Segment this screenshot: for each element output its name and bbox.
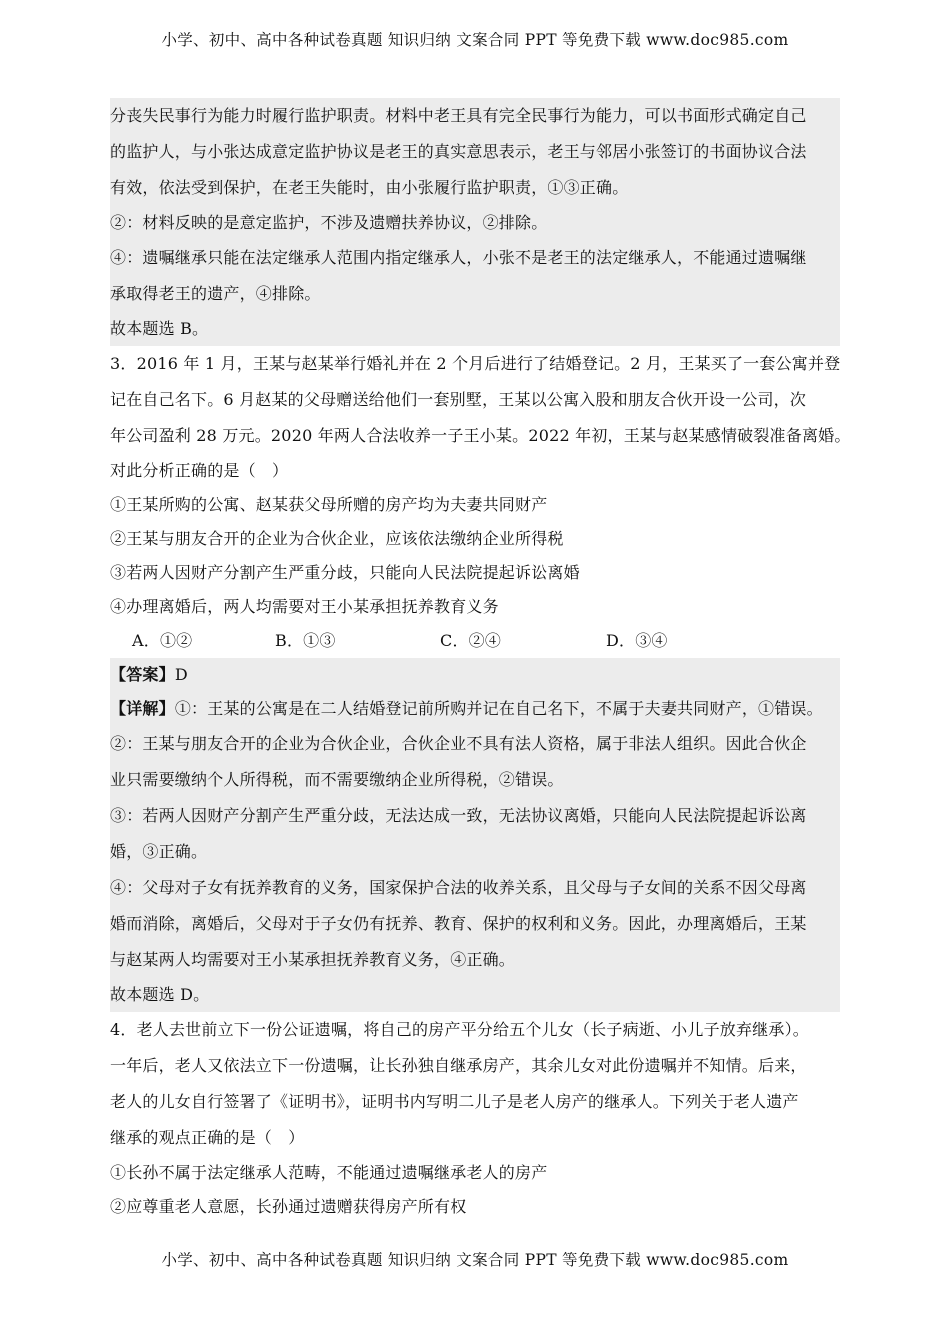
option-b: B．①③ [275,631,336,650]
page-header: 小学、初中、高中各种试卷真题 知识归纳 文案合同 PPT 等免费下载 www.doc985.com [161,31,789,49]
answer-label: 【答案】 [110,665,175,684]
q2-explanation-block [110,98,840,346]
option-a: A．①② [132,631,193,650]
text-line: 业只需要缴纳个人所得税，而不需要缴纳企业所得税，②错误。 [110,770,564,789]
text-line: 的监护人，与小张达成意定监护协议是老王的真实意思表示，老王与邻居小张签订的书面协议合法 [110,142,807,161]
text-line: 分丧失民事行为能力时履行监护职责。材料中老王具有完全民事行为能力，可以书面形式确定自己 [110,106,807,125]
statement-item: ③若两人因财产分割产生严重分歧，只能向人民法院提起诉讼离婚 [110,563,580,582]
text-line: 婚，③正确。 [110,842,208,861]
answer-options [110,624,840,658]
question-stem-line: 记在自己名下。6 月赵某的父母赠送给他们一套别墅，王某以公寓入股和朋友合伙开设一公司，次 [110,390,807,409]
question-stem-line: 继承的观点正确的是（ ） [110,1128,305,1147]
answer-line [110,658,840,692]
statement-item: ④办理离婚后，两人均需要对王小某承担抚养教育义务 [110,597,499,616]
text-line: ③：若两人因财产分割产生严重分歧，无法达成一致，无法协议离婚，只能向人民法院提起诉讼离 [110,806,807,825]
text-line: ④：父母对子女有抚养教育的义务，国家保护合法的收养关系，且父母与子女间的关系不因父母离 [110,878,807,897]
question-stem-line: 老人的儿女自行签署了《证明书》，证明书内写明二儿子是老人房产的继承人。下列关于老人遗产 [110,1092,799,1111]
text-line: ②：王某与朋友合开的企业为合伙企业，合伙企业不具有法人资格，属于非法人组织。因此合伙企 [110,734,807,753]
document-body [110,98,851,1224]
page-footer: 小学、初中、高中各种试卷真题 知识归纳 文案合同 PPT 等免费下载 www.doc985.com [161,1251,789,1269]
answer-value: D [174,665,188,684]
statement-item: ①王某所购的公寓、赵某获父母所赠的房产均为夫妻共同财产 [110,495,548,514]
q3-answer-block [110,658,840,1012]
question-stem-line: 对此分析正确的是（ ） [110,461,289,480]
statement-item: ①长孙不属于法定继承人范畴，不能通过遗嘱继承老人的房产 [110,1163,548,1182]
question-3 [110,346,851,658]
option-c: C．②④ [440,631,502,650]
text-line: 故本题选 D。 [110,985,210,1004]
question-stem-line: 一年后，老人又依法立下一份遗嘱，让长孙独自继承房产，其余儿女对此份遗嘱并不知情。后来， [110,1056,807,1075]
detail-text: ①：王某的公寓是在二人结婚登记前所购并记在自己名下，不属于夫妻共同财产，①错误。 [174,699,823,718]
question-stem-line: 4．老人去世前立下一份公证遗嘱，将自己的房产平分给五个儿女（长子病逝、小儿子放弃继承）。 [110,1020,809,1039]
text-line: 有效，依法受到保护，在老王失能时，由小张履行监护职责，①③正确。 [110,178,629,197]
detail-line [110,692,840,726]
text-line: 故本题选 B。 [110,319,209,338]
statement-item: ②应尊重老人意愿，长孙通过遗赠获得房产所有权 [110,1197,467,1216]
text-line: 承取得老王的遗产，④排除。 [110,284,321,303]
question-stem-line: 3．2016 年 1 月，王某与赵某举行婚礼并在 2 个月后进行了结婚登记。2 月，王某买了一套公寓并登 [110,354,841,373]
text-line: ④：遗嘱继承只能在法定继承人范围内指定继承人，小张不是老王的法定继承人，不能通过遗嘱继 [110,248,807,267]
statement-item: ②王某与朋友合开的企业为合伙企业，应该依法缴纳企业所得税 [110,529,564,548]
question-4 [110,1012,840,1224]
detail-label: 【详解】 [110,699,175,718]
text-line: 与赵某两人均需要对王小某承担抚养教育义务，④正确。 [110,950,516,969]
option-d: D．③④ [606,631,668,650]
text-line: ②：材料反映的是意定监护，不涉及遗赠扶养协议，②排除。 [110,213,548,232]
question-stem-line: 年公司盈利 28 万元。2020 年两人合法收养一子王小某。2022 年初，王某与赵某感情破裂准备离婚。 [110,426,851,445]
text-line: 婚而消除，离婚后，父母对于子女仍有抚养、教育、保护的权利和义务。因此，办理离婚后，王某 [110,914,807,933]
